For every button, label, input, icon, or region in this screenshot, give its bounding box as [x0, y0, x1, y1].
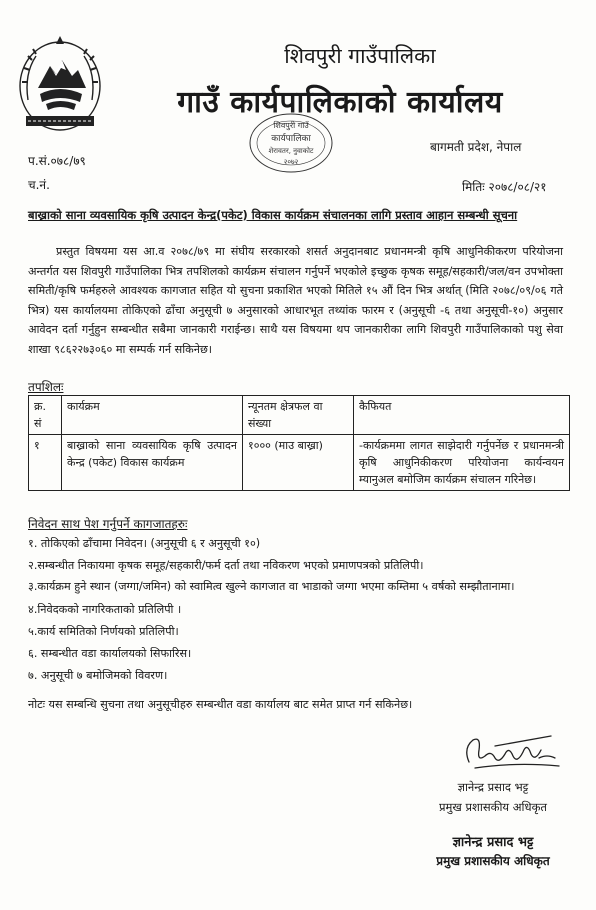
- table-header-cell: न्यूनतम क्षेत्रफल वा संख्या: [243, 396, 354, 435]
- table-cell: बाख्राको साना व्यवसायिक कृषि उत्पादन केन्द्र (पकेट) विकास कार्यक्रम: [62, 435, 243, 491]
- reference-number: प.सं.०७८/७९: [28, 154, 86, 168]
- notice-subject: बाख्राको साना व्यवसायिक कृषि उत्पादन केन्द्र(पकेट) विकास कार्यक्रम संचालनका लागि प्रस्ताव आहान सम्बन्धी सूचना: [28, 208, 518, 222]
- stamp-line-3: शेरावतर, नुवाकोट: [268, 147, 314, 155]
- list-item: ४.निवेदकको नागरिकताको प्रतिलिपी ।: [28, 603, 182, 616]
- org-name: शिवपुरी गाउँपालिका: [284, 44, 436, 68]
- nepal-government-emblem-icon: [6, 30, 114, 138]
- stamp-line-2: कार्यपालिका: [271, 134, 311, 144]
- list-item: ५.कार्य समितिको निर्णयको प्रतिलिपी।: [28, 625, 179, 638]
- table-row: [29, 435, 570, 491]
- list-item: १. तोकिएको ढाँचामा निवेदन। (अनुसूची ६ र अनुसूची १०): [28, 537, 261, 550]
- documents-heading: निवेदन साथ पेश गर्नुपर्ने कागजातहरुः: [28, 517, 188, 531]
- table-header-cell: कैफियत: [354, 396, 570, 435]
- table-cell: -कार्यक्रममा लागत साझेदारी गर्नुपर्नेछ र प्रधानमन्त्री कृषि आधुनिकीकरण परियोजना कार्यन्वयन म्यानुअल बमोजिम कार्यक्रम संचालन गरिनेछ।: [354, 435, 570, 491]
- stamp-line-4: २०७२: [283, 158, 299, 166]
- list-item: २.सम्बन्धीत निकायमा कृषक समूह/सहकारी/फर्म दर्ता तथा नविकरण भएको प्रमाणपत्रको प्रतिलिपी।: [28, 559, 424, 572]
- notice-date: मितिः २०७८/०८/२१: [462, 180, 547, 194]
- notice-body-text: प्रस्तुत विषयमा यस आ.व २०७८/७९ मा संघीय सरकारको शसर्त अनुदानबाट प्रधानमन्त्री कृषि आधुनिकीकरण परियोजना अन्तर्गत यस शिवपुरी गाउँपालिका भित्र तपशिलको कार्यक्रम संचालन गर्नुपर्ने भएकोले इच्छुक कृषक समूह/सहकारी/जल/वन उपभोक्ता समिती/कृषि फर्महरुले आवश्यक कागजात सहित यो सुचना प्रकाशित भएको मितिले १५ औं दिन भित्र अर्थात् (मिति २०७८/०९/०६ गते भित्र) यस कार्यालयमा तोकिएको ढाँचा अनुसूची ७ अनुसारको आधारभूत तथ्यांक फारम र (अनुसूची -६ तथा अनुसूची-१०) अनुसार आवेदन दर्ता गर्नुहुन सम्बन्धीत सबैमा जानकारी गराईन्छ। साथै यस विषयमा थप जानकारीका लागि शिवपुरी गाउँपालिकाको पशु सेवा शाखा ९८६२२७३०६० मा सम्पर्क गर्न सकिनेछ।: [28, 245, 563, 356]
- list-item: ७. अनुसूची ७ बमोजिमको विवरण।: [28, 669, 168, 682]
- province-address: बागमती प्रदेश, नेपाल: [430, 140, 522, 154]
- notice-note: नोटः यस सम्बन्धि सुचना तथा अनुसूचीहरु सम्बन्धीत वडा कार्यालय बाट समेत प्राप्त गर्न सकिनेछ।: [28, 698, 413, 711]
- notice-body: [28, 242, 563, 359]
- table-header-row: [29, 396, 570, 435]
- table-caption: तपशिलः: [28, 380, 64, 394]
- table-header-cell: कार्यक्रम: [62, 396, 243, 435]
- table-cell: १००० (माउ बाख्रा): [243, 435, 354, 491]
- stamp-line-1: शिवपुरी गाउँ: [273, 121, 309, 130]
- dispatch-number: च.नं.: [28, 178, 50, 192]
- office-stamp-icon: [248, 112, 334, 174]
- table-header-cell: क्र. सं: [29, 396, 62, 435]
- signatory-name-stamp: ज्ञानेन्द्र प्रसाद भट्ट: [452, 835, 534, 850]
- signatory-title-stamp: प्रमुख प्रशासकीय अधिकृत: [436, 854, 550, 868]
- table-cell: १: [29, 435, 62, 491]
- list-item: ६. सम्बन्धीत वडा कार्यालयको सिफारिस।: [28, 647, 192, 660]
- documents-list: [28, 533, 563, 687]
- signatory-name: ज्ञानेन्द्र प्रसाद भट्ट: [457, 780, 529, 794]
- office-name: गाउँ कार्यपालिकाको कार्यालय: [177, 85, 503, 120]
- list-item: ३.कार्यक्रम हुने स्थान (जग्गा/जमिन) को स्वामित्व खुल्ने कागजात वा भाडाको जग्गा भएमा कम्तिमा ५ वर्षको सम्झौतानामा।: [28, 580, 515, 593]
- signature-icon: [455, 728, 565, 778]
- signatory-title: प्रमुख प्रशासकीय अधिकृत: [439, 800, 547, 814]
- program-table: [28, 395, 570, 491]
